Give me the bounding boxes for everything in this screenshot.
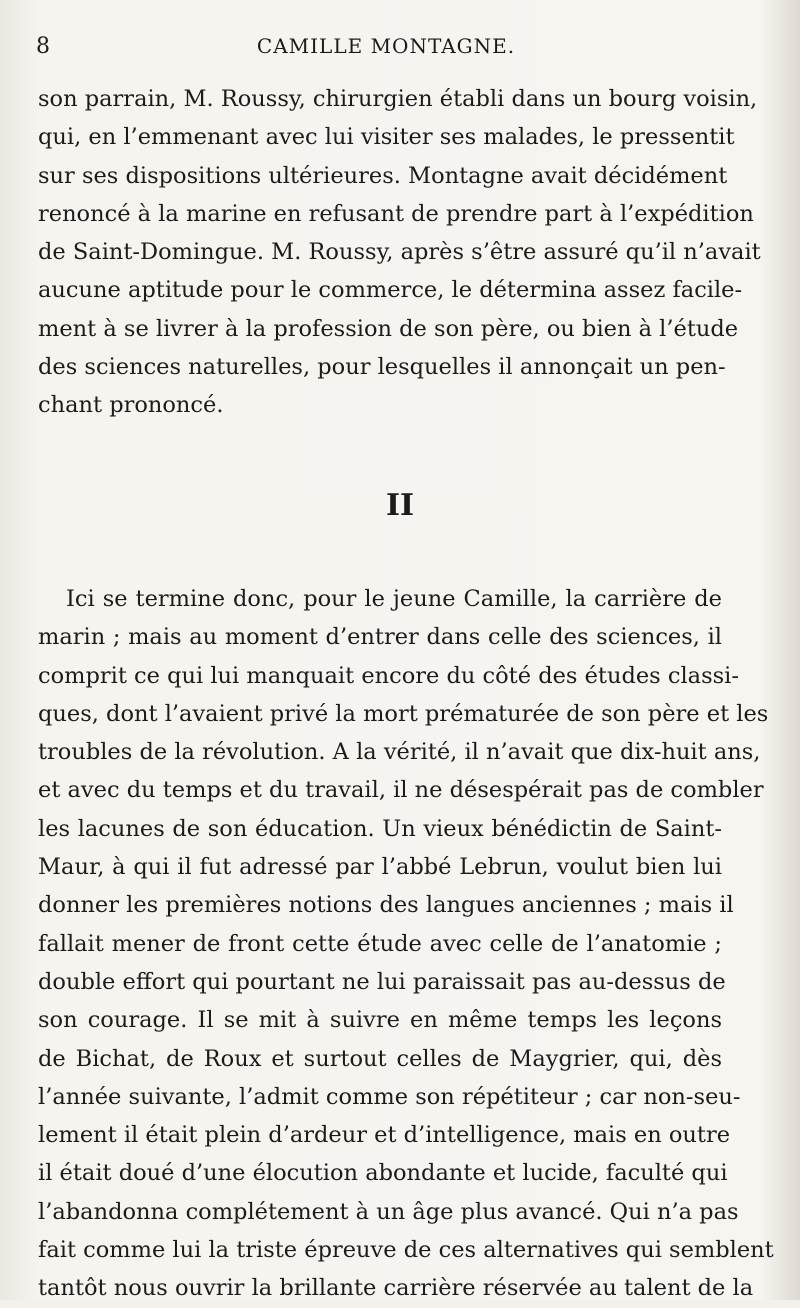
text-line: et avec du temps et du travail, il ne désespérait pas de combler — [38, 777, 764, 804]
running-title: CAMILLE MONTAGNE. — [256, 34, 516, 58]
text-line: ques, dont l’avaient privé la mort prématurée de son père et les — [38, 700, 769, 727]
page-header — [36, 30, 736, 62]
text-line: de Saint-Domingue. M. Roussy, après s’être assuré qu’il n’avait — [38, 239, 761, 266]
text-line: son parrain, M. Roussy, chirurgien établi dans un bourg voisin, — [38, 86, 758, 112]
text-line: ment à se livrer à la profession de son père, ou bien à l’étude — [38, 315, 739, 342]
text-line: des sciences naturelles, pour lesquelles il annonçait un pen- — [38, 354, 726, 381]
text-line: les lacunes de son éducation. Un vieux bénédictin de Saint- — [38, 815, 722, 842]
text-line: comprit ce qui lui manquait encore du côté des études classi- — [38, 662, 739, 689]
text-line: aucune aptitude pour le commerce, le détermina assez facile- — [38, 277, 743, 304]
paragraph — [38, 580, 774, 1308]
section-heading: II — [385, 488, 415, 523]
text-line: renoncé à la marine en refusant de prendre part à l’expédition — [38, 200, 754, 227]
text-line: troubles de la révolution. A la vérité, il n’avait que dix-huit ans, — [38, 739, 761, 766]
text-line: il était doué d’une élocution abondante et lucide, faculté qui — [38, 1160, 728, 1187]
text-line: l’année suivante, l’admit comme son répétiteur ; car non-seu- — [38, 1083, 741, 1110]
text-line: fallait mener de front cette étude avec celle de l’anatomie ; — [38, 930, 722, 957]
text-line: qui, en l’emmenant avec lui visiter ses malades, le pressentit — [38, 124, 735, 151]
text-line: lement il était plein d’ardeur et d’intelligence, mais en outre — [38, 1122, 731, 1149]
text-line: l’abandonna complétement à un âge plus avancé. Qui n’a pas — [38, 1198, 739, 1225]
page-number: 8 — [36, 34, 50, 59]
text-line: donner les premières notions des langues anciennes ; mais il — [38, 892, 734, 919]
text-line: de Bichat, de Roux et surtout celles de Maygrier, qui, dès — [38, 1045, 722, 1072]
text-line: chant prononcé. — [38, 392, 224, 419]
text-line: Maur, à qui il fut adressé par l’abbé Lebrun, voulut bien lui — [38, 854, 722, 881]
text-line: Ici se termine donc, pour le jeune Camille, la carrière de — [66, 586, 722, 612]
text-line: son courage. Il se mit à suivre en même temps les leçons — [38, 1007, 722, 1034]
text-line: marin ; mais au moment d’entrer dans celle des sciences, il — [38, 624, 722, 651]
text-line: double effort qui pourtant ne lui paraissait pas au-dessus de — [38, 968, 726, 995]
text-line: fait comme lui la triste épreuve de ces alternatives qui semblent — [38, 1237, 774, 1264]
text-line: tantôt nous ouvrir la brillante carrière réservée au talent de la — [38, 1275, 754, 1302]
paragraph-continuation — [38, 80, 761, 425]
text-line: sur ses dispositions ultérieures. Montagne avait décidément — [38, 162, 728, 189]
